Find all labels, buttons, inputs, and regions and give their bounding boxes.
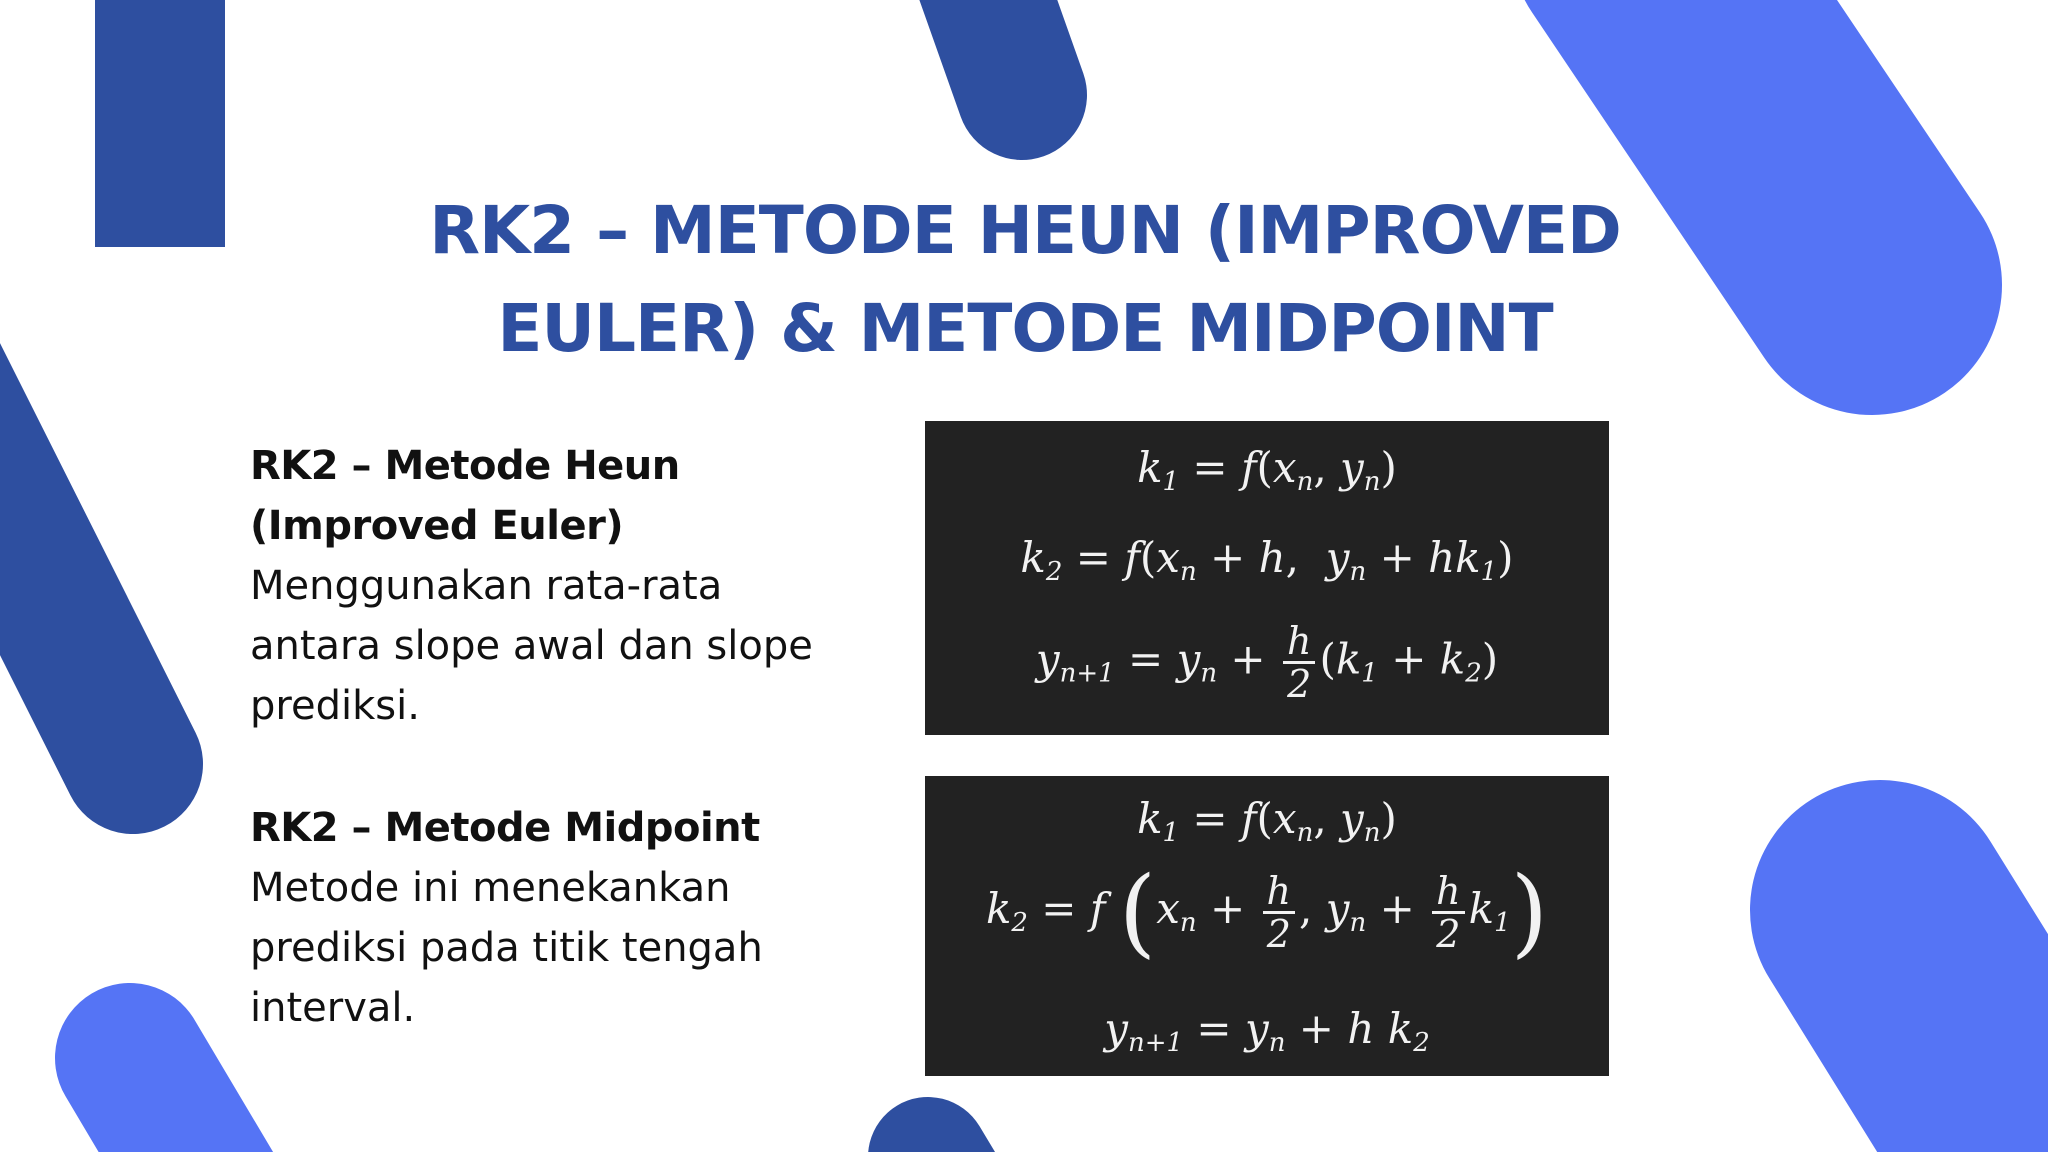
- heun-k2-equation: $k_2 = f(x_n + h$, $y_n + hk_1$): [1020, 533, 1514, 587]
- slide-title: RK2 – METODE HEUN (IMPROVED EULER) & METODE MIDPOINT: [429, 192, 1621, 367]
- midpoint-y-next-equation: $y_{n+1} = y_n + h$ $k_2$: [1104, 1004, 1430, 1058]
- bottom-left-pill-shape: [130, 1058, 250, 1152]
- top-right-pill-shape: [1640, 0, 1872, 285]
- heun-description: Menggunakan rata-rata antara slope awal dan slope prediksi.: [250, 563, 813, 729]
- top-center-pill-shape: [960, 0, 1022, 95]
- midpoint-description: Metode ini menekankan prediksi pada titik tengah interval.: [250, 865, 763, 1031]
- heun-equation-box: [925, 421, 1609, 735]
- heun-y-next-equation: $y_{n+1} = y_n$ + $\frac{h}{2}$ $(k_1 + k_2)$: [1035, 619, 1499, 706]
- top-left-rect-shape: [95, 0, 225, 247]
- midpoint-heading: RK2 – Metode Midpoint: [250, 805, 760, 851]
- bottom-right-pill-shape: [1880, 910, 2048, 1152]
- heun-section: [250, 436, 850, 736]
- midpoint-k2-equation: $k_2 = f$ ($x_n$ + $\frac{h}{2}$ , $y_n$ + $\frac{h}{2}$ $k_1$): [985, 856, 1549, 968]
- heun-k1-equation: $k_1 = f(x_n$, $y_n$): [1137, 443, 1397, 497]
- midpoint-section: [250, 798, 850, 1038]
- midpoint-k1-equation: $k_1 = f(x_n$, $y_n$): [1137, 794, 1397, 848]
- left-diagonal-pill-shape: [0, 300, 133, 764]
- heun-heading: RK2 – Metode Heun (Improved Euler): [250, 443, 680, 549]
- midpoint-equation-box: [925, 776, 1609, 1076]
